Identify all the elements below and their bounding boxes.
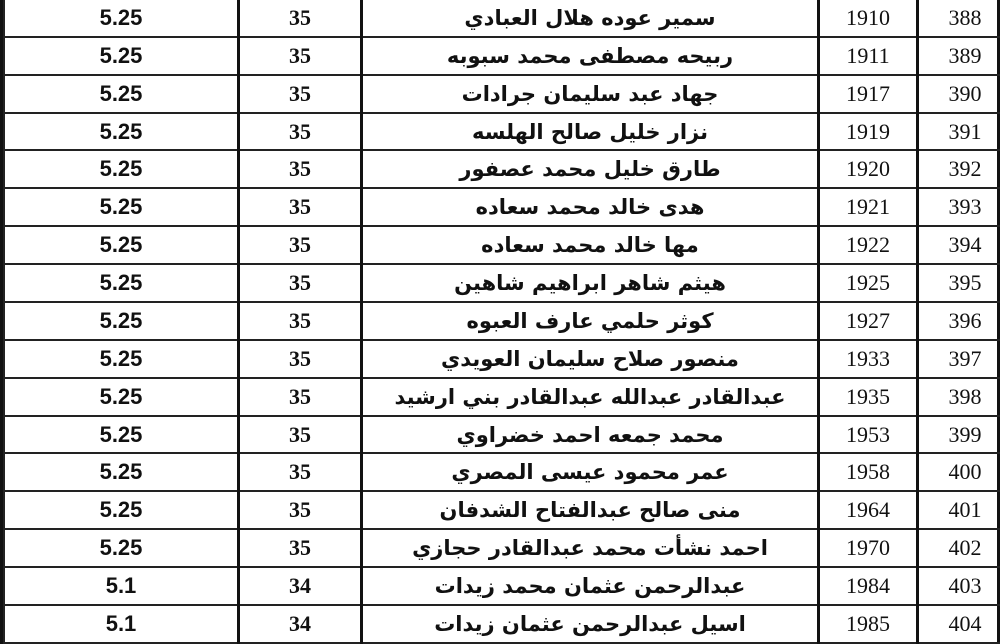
table-row [4,0,1000,37]
row-number-cell: 391 [918,113,1000,151]
row-number-cell: 400 [918,453,1000,491]
student-name-cell: كوثر حلمي عارف العبوه [362,302,819,340]
seat-number-cell: 1935 [819,378,918,416]
table-row [4,340,1000,378]
score-cell: 5.25 [4,188,239,226]
mark-cell: 35 [239,113,362,151]
table-row [4,113,1000,151]
seat-number-cell: 1919 [819,113,918,151]
mark-cell: 35 [239,226,362,264]
table-row [4,378,1000,416]
table-row [4,226,1000,264]
score-cell: 5.25 [4,416,239,454]
score-cell: 5.25 [4,75,239,113]
seat-number-cell: 1917 [819,75,918,113]
table-row [4,453,1000,491]
mark-cell: 35 [239,491,362,529]
student-name-cell: سمير عوده هلال العبادي [362,0,819,37]
row-number-cell: 398 [918,378,1000,416]
mark-cell: 35 [239,150,362,188]
seat-number-cell: 1933 [819,340,918,378]
seat-number-cell: 1921 [819,188,918,226]
seat-number-cell: 1964 [819,491,918,529]
score-cell: 5.25 [4,302,239,340]
mark-cell: 35 [239,340,362,378]
mark-cell: 35 [239,188,362,226]
seat-number-cell: 1925 [819,264,918,302]
table-row [4,188,1000,226]
seat-number-cell: 1984 [819,567,918,605]
score-cell: 5.25 [4,264,239,302]
seat-number-cell: 1985 [819,605,918,643]
score-cell: 5.25 [4,378,239,416]
student-name-cell: هدى خالد محمد سعاده [362,188,819,226]
mark-cell: 35 [239,302,362,340]
table-row [4,264,1000,302]
seat-number-cell: 1910 [819,0,918,37]
score-cell: 5.1 [4,567,239,605]
mark-cell: 35 [239,529,362,567]
table-row [4,37,1000,75]
table-row [4,605,1000,643]
student-name-cell: عبدالرحمن عثمان محمد زيدات [362,567,819,605]
seat-number-cell: 1927 [819,302,918,340]
student-name-cell: ربيحه مصطفى محمد سبوبه [362,37,819,75]
row-number-cell: 392 [918,150,1000,188]
mark-cell: 35 [239,0,362,37]
score-cell: 5.25 [4,340,239,378]
score-cell: 5.25 [4,0,239,37]
results-table [3,0,1000,644]
row-number-cell: 395 [918,264,1000,302]
row-number-cell: 402 [918,529,1000,567]
score-cell: 5.25 [4,453,239,491]
score-cell: 5.25 [4,529,239,567]
mark-cell: 35 [239,264,362,302]
table-row [4,302,1000,340]
mark-cell: 35 [239,416,362,454]
score-cell: 5.25 [4,491,239,529]
student-name-cell: احمد نشأت محمد عبدالقادر حجازي [362,529,819,567]
table-row [4,567,1000,605]
table-row [4,416,1000,454]
score-cell: 5.25 [4,113,239,151]
student-name-cell: عبدالقادر عبدالله عبدالقادر بني ارشيد [362,378,819,416]
student-name-cell: جهاد عبد سليمان جرادات [362,75,819,113]
table-row [4,150,1000,188]
score-cell: 5.25 [4,150,239,188]
seat-number-cell: 1922 [819,226,918,264]
mark-cell: 34 [239,567,362,605]
student-name-cell: عمر محمود عيسى المصري [362,453,819,491]
student-name-cell: مها خالد محمد سعاده [362,226,819,264]
table-row [4,529,1000,567]
student-name-cell: منى صالح عبدالفتاح الشدفان [362,491,819,529]
student-name-cell: محمد جمعه احمد خضراوي [362,416,819,454]
student-name-cell: طارق خليل محمد عصفور [362,150,819,188]
seat-number-cell: 1920 [819,150,918,188]
score-cell: 5.1 [4,605,239,643]
row-number-cell: 401 [918,491,1000,529]
row-number-cell: 390 [918,75,1000,113]
seat-number-cell: 1958 [819,453,918,491]
mark-cell: 34 [239,605,362,643]
row-number-cell: 403 [918,567,1000,605]
mark-cell: 35 [239,37,362,75]
score-cell: 5.25 [4,226,239,264]
row-number-cell: 396 [918,302,1000,340]
mark-cell: 35 [239,378,362,416]
student-name-cell: هيثم شاهر ابراهيم شاهين [362,264,819,302]
row-number-cell: 397 [918,340,1000,378]
row-number-cell: 394 [918,226,1000,264]
score-cell: 5.25 [4,37,239,75]
student-name-cell: نزار خليل صالح الهلسه [362,113,819,151]
row-number-cell: 399 [918,416,1000,454]
row-number-cell: 393 [918,188,1000,226]
seat-number-cell: 1970 [819,529,918,567]
student-name-cell: اسيل عبدالرحمن عثمان زيدات [362,605,819,643]
seat-number-cell: 1953 [819,416,918,454]
row-number-cell: 404 [918,605,1000,643]
table-row [4,75,1000,113]
row-number-cell: 388 [918,0,1000,37]
seat-number-cell: 1911 [819,37,918,75]
row-number-cell: 389 [918,37,1000,75]
table-row [4,491,1000,529]
student-name-cell: منصور صلاح سليمان العويدي [362,340,819,378]
results-table-body [4,0,1000,643]
mark-cell: 35 [239,453,362,491]
mark-cell: 35 [239,75,362,113]
